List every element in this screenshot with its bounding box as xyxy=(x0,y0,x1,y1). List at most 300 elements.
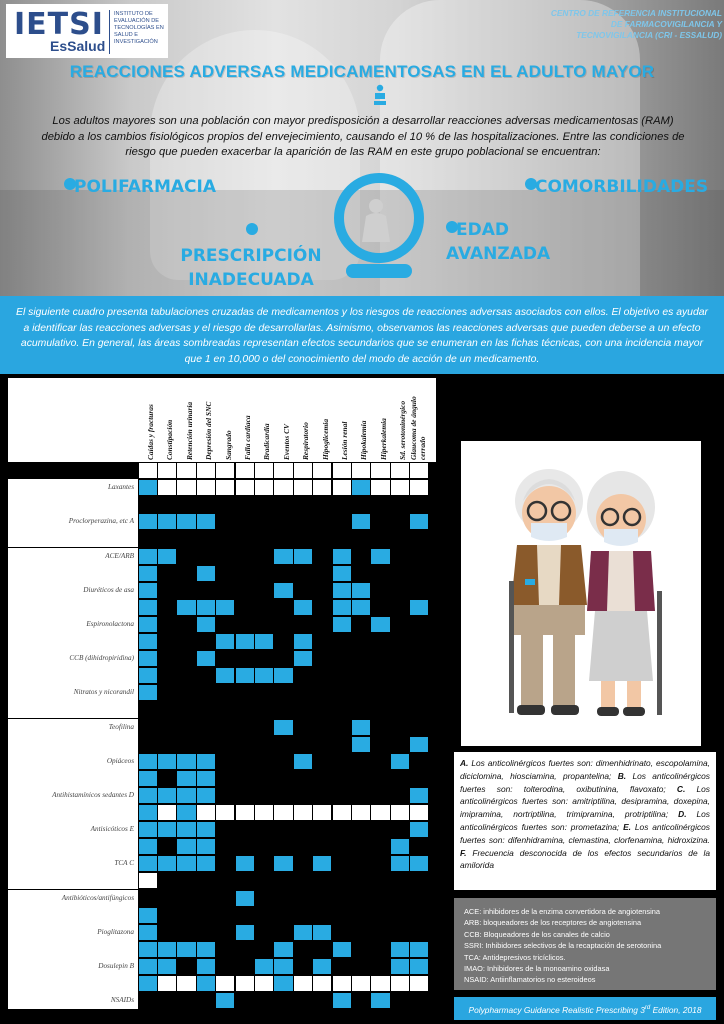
table-row xyxy=(8,804,436,821)
table-cell xyxy=(274,600,292,615)
table-cell xyxy=(274,976,292,991)
table-cell xyxy=(236,976,254,991)
table-cell xyxy=(313,634,331,649)
table-cell xyxy=(216,497,234,512)
table-cell xyxy=(352,788,370,803)
table-cell xyxy=(255,737,273,752)
table-cell xyxy=(139,720,157,735)
table-cell xyxy=(216,959,234,974)
table-cell xyxy=(294,617,312,632)
table-cell xyxy=(255,856,273,871)
table-row xyxy=(8,684,436,701)
table-cell xyxy=(294,566,312,581)
table-cell xyxy=(236,668,254,683)
table-cell xyxy=(158,531,176,546)
table-cell xyxy=(391,959,409,974)
row-label xyxy=(8,770,138,787)
table-cell xyxy=(255,805,273,820)
table-cell xyxy=(410,976,428,991)
table-cell xyxy=(197,754,215,769)
row-label xyxy=(8,838,138,855)
table-cell xyxy=(177,754,195,769)
row-label xyxy=(8,975,138,992)
table-cell xyxy=(197,720,215,735)
table-cell xyxy=(216,737,234,752)
row-label xyxy=(8,701,138,718)
table-cell xyxy=(294,873,312,888)
table-cell xyxy=(255,788,273,803)
abbreviation-item: CCB: Bloqueadores de los canales de calcio xyxy=(464,929,610,939)
table-cell xyxy=(197,993,215,1008)
ietsi-logo[interactable] xyxy=(6,4,168,58)
column-header xyxy=(390,378,409,462)
row-label: Opiáceos xyxy=(8,753,138,770)
table-cell xyxy=(197,685,215,700)
table-cell xyxy=(313,617,331,632)
table-cell xyxy=(197,856,215,871)
table-cell xyxy=(294,959,312,974)
table-cell xyxy=(177,720,195,735)
column-header-label: Bradicardia xyxy=(262,423,272,460)
table-cell xyxy=(313,514,331,529)
table-cell xyxy=(333,651,351,666)
table-cell xyxy=(158,891,176,906)
table-cell xyxy=(274,651,292,666)
table-cell xyxy=(333,959,351,974)
table-cell xyxy=(294,463,312,478)
table-cell xyxy=(216,685,234,700)
table-cell xyxy=(371,634,389,649)
row-label: Diuréticos de asa xyxy=(8,582,138,599)
table-cell xyxy=(139,822,157,837)
table-cell xyxy=(236,771,254,786)
care-ring-icon xyxy=(324,168,434,283)
table-cell xyxy=(371,942,389,957)
note-letter: C. xyxy=(665,783,686,794)
table-cell xyxy=(177,497,195,512)
table-cell xyxy=(139,634,157,649)
table-cell xyxy=(236,805,254,820)
table-cell xyxy=(352,822,370,837)
table-cell xyxy=(410,754,428,769)
table-cell xyxy=(294,583,312,598)
table-cell xyxy=(197,908,215,923)
table-cell xyxy=(158,497,176,512)
table-cell xyxy=(294,549,312,564)
abbreviation-item: ARB: bloqueadores de los receptores de angiotensina xyxy=(464,918,642,928)
table-cell xyxy=(158,702,176,717)
table-cell xyxy=(255,976,273,991)
table-cell xyxy=(274,514,292,529)
table-cell xyxy=(371,480,389,495)
column-header xyxy=(371,378,390,462)
row-label: Dosulepin B xyxy=(8,958,138,975)
table-cell xyxy=(177,463,195,478)
column-header-label: Hipokalemia xyxy=(359,420,369,460)
table-cell xyxy=(352,942,370,957)
table-cell xyxy=(177,873,195,888)
note-b: Los anticolinérgicos fuertes son: tolterodina, oxibutinina, flavoxato; xyxy=(460,770,710,794)
table-cell xyxy=(371,822,389,837)
table-cell xyxy=(313,549,331,564)
table-cell xyxy=(352,514,370,529)
table-row xyxy=(8,890,436,907)
table-row xyxy=(8,633,436,650)
table-cell xyxy=(352,959,370,974)
table-cell xyxy=(216,463,234,478)
table-cell xyxy=(236,566,254,581)
table-cell xyxy=(352,891,370,906)
table-cell xyxy=(371,925,389,940)
table-row xyxy=(8,872,436,889)
table-row xyxy=(8,924,436,941)
table-cell xyxy=(216,549,234,564)
table-cell xyxy=(313,480,331,495)
table-cell xyxy=(333,720,351,735)
hero-banner xyxy=(0,0,724,296)
table-cell xyxy=(158,754,176,769)
table-cell xyxy=(236,942,254,957)
table-cell xyxy=(197,737,215,752)
column-header-label: Eventos CV xyxy=(281,424,291,460)
table-cell xyxy=(313,976,331,991)
table-cell xyxy=(177,925,195,940)
table-cell xyxy=(410,583,428,598)
table-cell xyxy=(371,651,389,666)
table-cell xyxy=(410,685,428,700)
table-cell xyxy=(313,737,331,752)
table-cell xyxy=(139,668,157,683)
table-cell xyxy=(294,856,312,871)
table-cell xyxy=(294,839,312,854)
column-header-label: Sd. serotoninérgico xyxy=(398,400,408,460)
table-cell xyxy=(255,959,273,974)
table-cell xyxy=(255,702,273,717)
table-cell xyxy=(333,788,351,803)
table-cell xyxy=(352,771,370,786)
table-cell xyxy=(158,873,176,888)
column-header xyxy=(410,378,429,462)
table-cell xyxy=(391,531,409,546)
table-cell xyxy=(177,651,195,666)
table-cell xyxy=(236,737,254,752)
table-cell xyxy=(391,839,409,854)
table-cell xyxy=(313,788,331,803)
table-cell xyxy=(371,908,389,923)
table-cell xyxy=(410,993,428,1008)
table-cell xyxy=(313,873,331,888)
table-cell xyxy=(333,754,351,769)
table-cell xyxy=(333,771,351,786)
table-cell xyxy=(371,583,389,598)
table-cell xyxy=(294,993,312,1008)
note-e: Los anticolinérgicos fuertes son: difenhidramina, clemastina, clorfenamina, hidroxizina. xyxy=(460,821,710,845)
table-cell xyxy=(177,583,195,598)
table-cell xyxy=(177,805,195,820)
row-label: Teofilina xyxy=(8,719,138,736)
logo-sub-text: EsSalud xyxy=(50,38,106,54)
table-cell xyxy=(274,737,292,752)
table-cell xyxy=(410,873,428,888)
risk-factor-label: EDAD AVANZADA xyxy=(446,220,551,264)
table-row xyxy=(8,548,436,565)
table-cell xyxy=(158,651,176,666)
row-label: CCB (dihidropiridina) xyxy=(8,650,138,667)
column-header xyxy=(313,378,332,462)
table-cell xyxy=(274,822,292,837)
table-cell xyxy=(352,685,370,700)
table-cell xyxy=(216,600,234,615)
table-cell xyxy=(333,600,351,615)
table-cell xyxy=(391,685,409,700)
banner-text: El siguiente cuadro presenta tabulaciones cruzadas de medicamentos y los riesgos de reacciones adversas asociados con ellos. El objetivo es ayudar a identificar las reacciones adversas y el riesgo de desarrollarlas. Asimismo, observamos las reacciones adversas que pueden deberse a un efecto acumulativo. En general, las áreas sombreadas representan efectos secundarios que se enumeran en las fichas técnicas, con una incidencia mayor que 1 en 10,000 o del conocimiento del modo de acción de un medicamento. xyxy=(16,307,708,365)
column-header-label: Respiratorio xyxy=(301,422,311,460)
table-cell xyxy=(274,873,292,888)
table-cell xyxy=(139,600,157,615)
table-cell xyxy=(391,720,409,735)
row-label xyxy=(8,530,138,547)
table-cell xyxy=(216,788,234,803)
table-cell xyxy=(371,737,389,752)
table-cell xyxy=(371,788,389,803)
table-cell xyxy=(236,600,254,615)
table-cell xyxy=(391,617,409,632)
table-cell xyxy=(158,908,176,923)
table-cell xyxy=(197,702,215,717)
note-letter: E. xyxy=(619,821,631,832)
table-row xyxy=(8,787,436,804)
table-cell xyxy=(274,959,292,974)
table-cell xyxy=(333,873,351,888)
table-cell xyxy=(410,634,428,649)
table-cell xyxy=(391,549,409,564)
table-cell xyxy=(177,531,195,546)
row-label: Proclorperazina, etc A xyxy=(8,513,138,530)
table-cell xyxy=(333,805,351,820)
elderly-couple-icon xyxy=(461,441,701,746)
table-cell xyxy=(294,942,312,957)
table-cell xyxy=(410,480,428,495)
table-cell xyxy=(139,480,157,495)
reference-sup: rd xyxy=(644,1005,651,1011)
table-cell xyxy=(158,583,176,598)
table-cell xyxy=(352,651,370,666)
table-cell xyxy=(391,480,409,495)
table-cell xyxy=(352,873,370,888)
table-cell xyxy=(274,634,292,649)
table-cell xyxy=(177,480,195,495)
table-cell xyxy=(177,771,195,786)
table-cell xyxy=(255,651,273,666)
table-row xyxy=(8,907,436,924)
column-header-label: Lesión renal xyxy=(340,421,349,460)
table-cell xyxy=(352,976,370,991)
column-header xyxy=(157,378,176,462)
reference-footer[interactable] xyxy=(454,997,716,1020)
row-label: Antibióticos/antifúngicos xyxy=(8,890,138,907)
table-cell xyxy=(236,497,254,512)
table-cell xyxy=(177,634,195,649)
table-row xyxy=(8,838,436,855)
table-cell xyxy=(139,873,157,888)
table-cell xyxy=(197,668,215,683)
table-cell xyxy=(333,702,351,717)
note-f: Frecuencia desconocida de los efectos secundarios de la amilorida xyxy=(460,847,710,871)
table-cell xyxy=(139,583,157,598)
table-cell xyxy=(294,805,312,820)
table-cell xyxy=(216,873,234,888)
table-cell xyxy=(274,805,292,820)
table-cell xyxy=(255,720,273,735)
table-cell xyxy=(255,942,273,957)
table-cell xyxy=(333,822,351,837)
table-cell xyxy=(255,583,273,598)
table-cell xyxy=(313,566,331,581)
table-cell xyxy=(255,685,273,700)
table-cell xyxy=(313,668,331,683)
table-cell xyxy=(274,549,292,564)
table-cell xyxy=(236,873,254,888)
table-cell xyxy=(255,668,273,683)
table-cell xyxy=(177,668,195,683)
table-cell xyxy=(391,737,409,752)
table-cell xyxy=(197,497,215,512)
table-cell xyxy=(410,925,428,940)
table-row xyxy=(8,753,436,770)
table-cell xyxy=(177,788,195,803)
note-letter: D. xyxy=(668,809,687,820)
table-cell xyxy=(274,925,292,940)
table-cell xyxy=(333,463,351,478)
table-cell xyxy=(333,531,351,546)
table-cell xyxy=(139,891,157,906)
column-header-label: Glaucoma de ángulo cerrado xyxy=(408,396,427,460)
table-cell xyxy=(177,993,195,1008)
table-cell xyxy=(197,891,215,906)
table-row xyxy=(8,701,436,718)
table-cell xyxy=(313,685,331,700)
table-cell xyxy=(313,754,331,769)
table-cell xyxy=(216,822,234,837)
table-cell xyxy=(313,651,331,666)
table-cell xyxy=(410,702,428,717)
table-cell xyxy=(255,617,273,632)
table-cell xyxy=(139,856,157,871)
row-label xyxy=(8,736,138,753)
table-cell xyxy=(274,942,292,957)
column-header xyxy=(235,378,254,462)
footnotes-box xyxy=(454,752,716,890)
table-cell xyxy=(216,583,234,598)
table-cell xyxy=(371,771,389,786)
table-cell xyxy=(391,600,409,615)
table-cell xyxy=(255,839,273,854)
table-cell xyxy=(197,549,215,564)
table-cell xyxy=(294,788,312,803)
table-cell xyxy=(177,600,195,615)
table-cell xyxy=(352,908,370,923)
table-cell xyxy=(197,480,215,495)
table-cell xyxy=(294,925,312,940)
table-cell xyxy=(236,839,254,854)
table-row xyxy=(8,719,436,736)
table-cell xyxy=(391,771,409,786)
table-cell xyxy=(216,754,234,769)
table-cell xyxy=(391,463,409,478)
row-label xyxy=(8,565,138,582)
table-cell xyxy=(274,908,292,923)
table-cell xyxy=(236,531,254,546)
table-cell xyxy=(410,531,428,546)
table-row xyxy=(8,855,436,872)
table-row xyxy=(8,479,436,496)
logo-institute-text: INSTITUTO DE EVALUACIÓN DE TECNOLOGÍAS EN SALUD E INVESTIGACIÓN xyxy=(114,11,164,45)
table-cell xyxy=(371,617,389,632)
table-cell xyxy=(236,685,254,700)
table-cell xyxy=(333,617,351,632)
table-cell xyxy=(197,514,215,529)
table-cell xyxy=(197,600,215,615)
table-cell xyxy=(177,822,195,837)
column-header-label: Sangrado xyxy=(223,430,233,460)
table-cell xyxy=(255,531,273,546)
logo-divider xyxy=(109,10,110,54)
row-label xyxy=(8,633,138,650)
table-cell xyxy=(236,720,254,735)
table-cell xyxy=(236,925,254,940)
column-header-label: Depresión del SNC xyxy=(204,401,214,460)
table-row xyxy=(8,599,436,616)
risk-factor-prescripcion xyxy=(176,220,326,292)
table-cell xyxy=(274,993,292,1008)
row-label xyxy=(8,496,138,513)
table-cell xyxy=(255,600,273,615)
table-cell xyxy=(139,959,157,974)
table-cell xyxy=(352,702,370,717)
table-cell xyxy=(158,685,176,700)
table-cell xyxy=(410,463,428,478)
table-cell xyxy=(274,463,292,478)
table-cell xyxy=(158,549,176,564)
table-cell xyxy=(410,839,428,854)
table-cell xyxy=(391,805,409,820)
abbreviation-item: SSRI: Inhibidores selectivos de la recaptación de serotonina xyxy=(464,941,662,951)
table-cell xyxy=(236,788,254,803)
table-cell xyxy=(352,480,370,495)
table-cell xyxy=(274,497,292,512)
table-cell xyxy=(313,771,331,786)
table-cell xyxy=(139,839,157,854)
table-cell xyxy=(313,993,331,1008)
row-label: TCA C xyxy=(8,855,138,872)
table-cell xyxy=(333,976,351,991)
table-cell xyxy=(139,531,157,546)
table-cell xyxy=(158,788,176,803)
row-label: Laxantes xyxy=(8,479,138,496)
table-cell xyxy=(255,549,273,564)
table-cell xyxy=(197,617,215,632)
table-cell xyxy=(410,651,428,666)
table-cell xyxy=(391,566,409,581)
table-cell xyxy=(177,685,195,700)
table-cell xyxy=(216,942,234,957)
reference-text: Polypharmacy Guidance Realistic Prescribing 3 xyxy=(468,1004,645,1015)
table-cell xyxy=(352,737,370,752)
table-cell xyxy=(255,566,273,581)
table-cell xyxy=(352,463,370,478)
table-cell xyxy=(236,549,254,564)
table-cell xyxy=(216,976,234,991)
